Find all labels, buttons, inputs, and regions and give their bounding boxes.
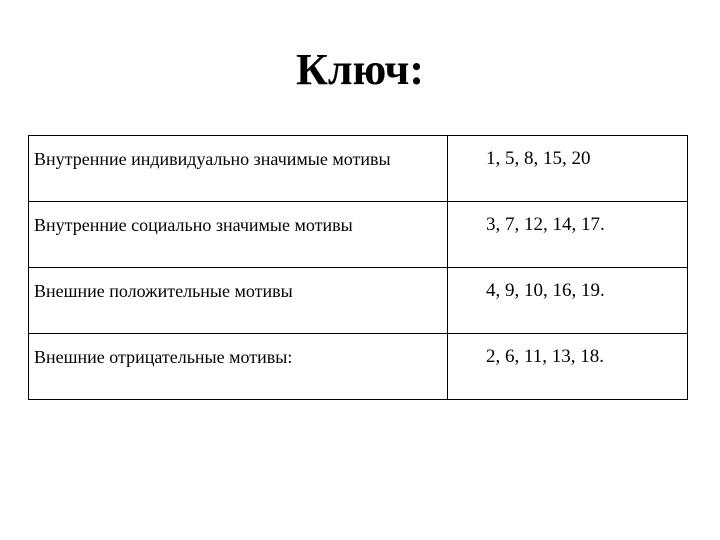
numbers-cell: 3, 7, 12, 14, 17. (448, 202, 688, 268)
motive-cell: Внешние отрицательные мотивы: (29, 334, 448, 400)
table-row (29, 268, 688, 334)
key-table (28, 135, 688, 400)
numbers-cell: 2, 6, 11, 13, 18. (448, 334, 688, 400)
motive-cell: Внутренние индивидуально значимые мотивы (29, 136, 448, 202)
numbers-cell: 4, 9, 10, 16, 19. (448, 268, 688, 334)
numbers-cell: 1, 5, 8, 15, 20 (448, 136, 688, 202)
motive-cell: Внутренние социально значимые мотивы (29, 202, 448, 268)
table-row (29, 202, 688, 268)
motive-cell: Внешние положительные мотивы (29, 268, 448, 334)
table-row (29, 334, 688, 400)
table-row (29, 136, 688, 202)
page-title: Ключ: (295, 45, 424, 94)
